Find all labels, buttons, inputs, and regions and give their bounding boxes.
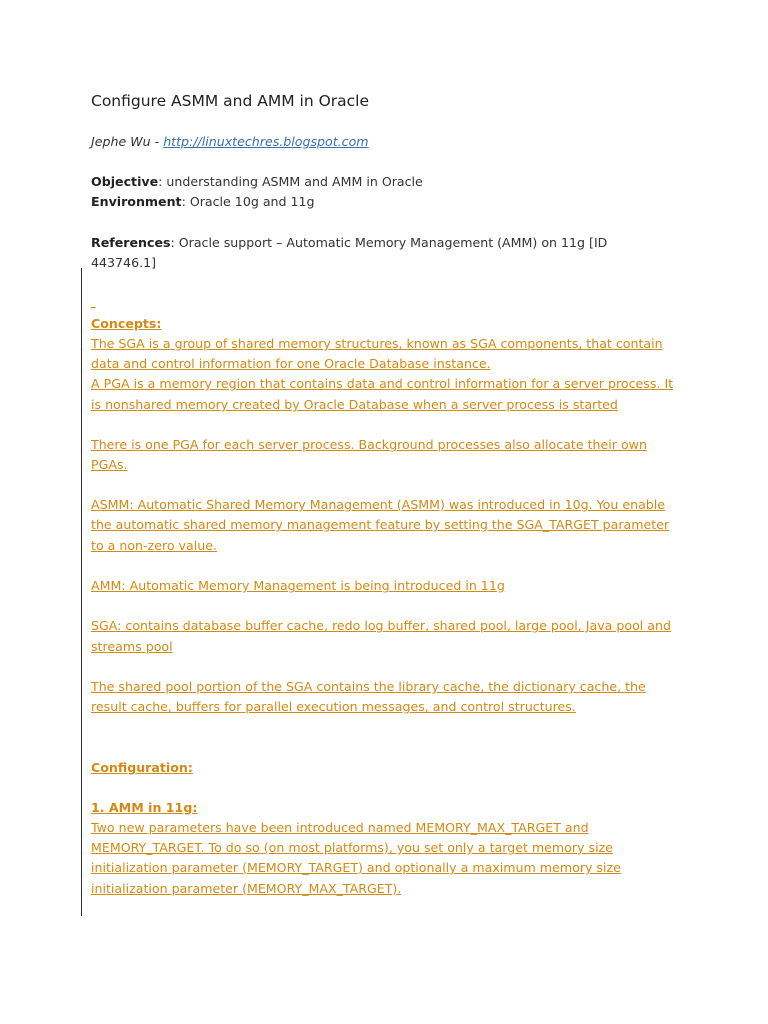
concept-line: to a non-zero value. (91, 538, 217, 553)
environment-value: : Oracle 10g and 11g (181, 194, 315, 209)
amm-text-line: MEMORY_TARGET. To do so (on most platforms), you set only a target memory size (91, 840, 613, 855)
amm-text-line: initialization parameter (MEMORY_TARGET) and optionally a maximum memory size (91, 860, 621, 875)
amm-text-line: Two new parameters have been introduced named MEMORY_MAX_TARGET and (91, 820, 589, 835)
concept-line: streams pool (91, 639, 173, 654)
concept-line: ASMM: Automatic Shared Memory Management (ASMM) was introduced in 10g. You enable (91, 497, 666, 512)
concept-line: The SGA is a group of shared memory structures, known as SGA components, that contain (91, 336, 663, 351)
references-id: 443746.1] (91, 255, 157, 270)
objective-line (91, 172, 423, 192)
configuration-heading: Configuration: (91, 760, 193, 775)
concept-line: data and control information for one Oracle Database instance. (91, 356, 491, 371)
references-line-2 (91, 253, 156, 273)
concept-line: AMM: Automatic Memory Management is being introduced in 11g (91, 578, 505, 593)
author-name: Jephe Wu - (91, 134, 164, 149)
concept-line: is nonshared memory created by Oracle Database when a server process is started (91, 397, 618, 412)
document-title: Configure ASMM and AMM in Oracle (91, 92, 370, 110)
objective-value: : understanding ASMM and AMM in Oracle (158, 174, 423, 189)
references-value: : Oracle support – Automatic Memory Management (AMM) on 11g [ID (170, 235, 608, 250)
author-blog-link[interactable]: http://linuxtechres.blogspot.com (163, 134, 369, 149)
objective-label: Objective (91, 174, 159, 189)
concept-line: the automatic shared memory management feature by setting the SGA_TARGET parameter (91, 517, 670, 532)
concept-line: SGA: contains database buffer cache, redo log buffer, shared pool, large pool, Java pool and (91, 618, 671, 633)
concept-line: result cache, buffers for parallel execution messages, and control structures. (91, 699, 576, 714)
concept-line: The shared pool portion of the SGA contains the library cache, the dictionary cache, the (91, 679, 646, 694)
revision-change-bar (81, 268, 82, 916)
references-line (91, 233, 607, 253)
environment-label: Environment (91, 194, 182, 209)
spacer-mark: _ (91, 299, 96, 309)
environment-line (91, 192, 315, 212)
references-label: References (91, 235, 171, 250)
amm-text-line: initialization parameter (MEMORY_MAX_TARGET). (91, 881, 402, 896)
author-line (91, 132, 369, 152)
concept-line: There is one PGA for each server process. Background processes also allocate their own (91, 437, 647, 452)
concepts-heading: Concepts: (91, 316, 162, 331)
concept-line: PGAs. (91, 457, 128, 472)
amm-heading: 1. AMM in 11g: (91, 800, 198, 815)
concept-line: A PGA is a memory region that contains data and control information for a server process. It (91, 376, 674, 391)
